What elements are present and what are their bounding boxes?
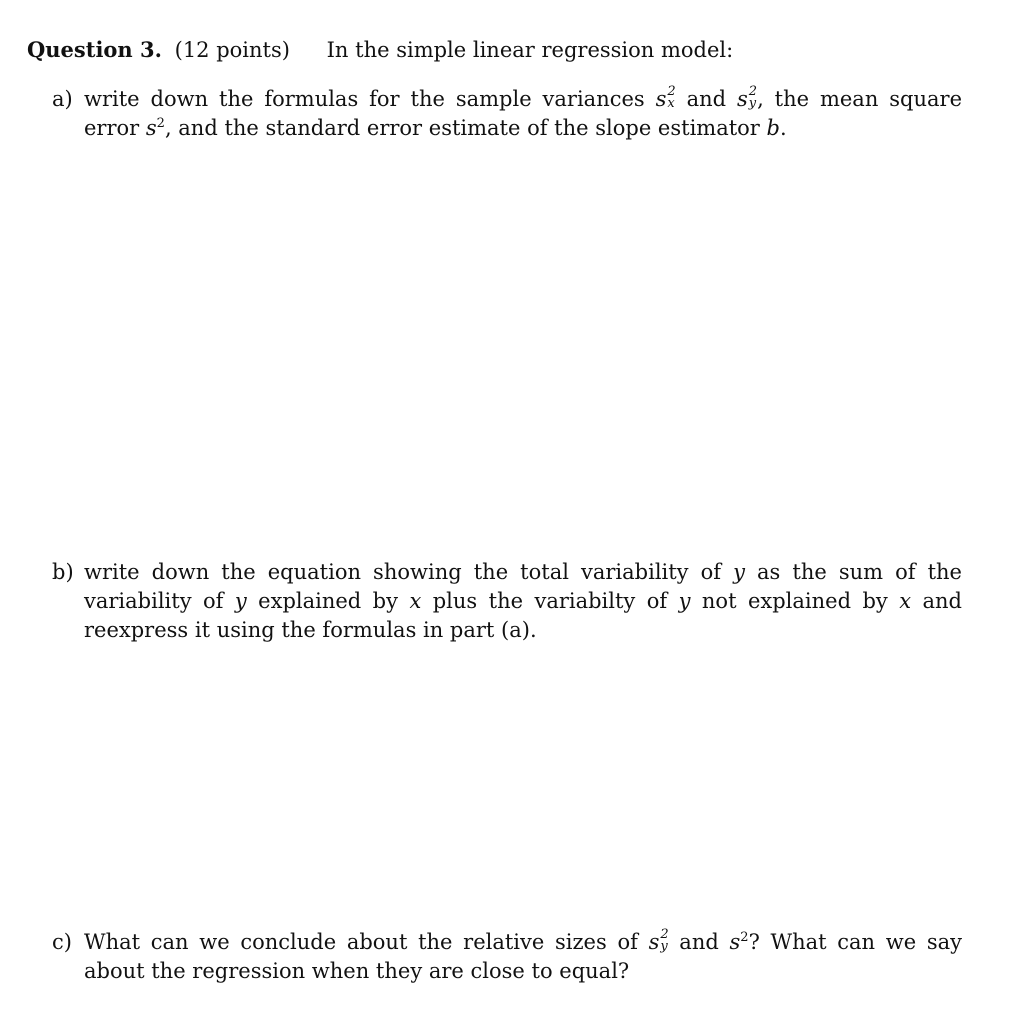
symbol-s-y-sup: 2 [748,83,758,99]
part-a-text-2: and [675,87,737,111]
part-a-label: a) [52,87,73,111]
symbol-s-y-sub: y [748,95,757,111]
symbol-x-2: x [899,589,912,613]
part-a-text-3: , the mean square error [84,87,962,140]
question-header [27,36,733,64]
part-a [52,85,962,143]
part-b-text-5: not explained by [690,589,900,613]
symbol-s-x-base: s [655,87,667,111]
symbol-s-x-scripts [667,83,676,111]
part-c [52,928,962,986]
symbol-s-y-c-scripts [660,926,669,954]
symbol-s-squared [146,116,165,140]
part-b-text-2: as the sum of the variability of [84,560,962,613]
symbol-s-y-scripts [748,83,758,111]
part-b-text-4: plus the variabilty of [421,589,679,613]
symbol-s-squared-c [730,930,749,954]
part-b-text-6: and reexpress it using the formulas in part (a). [84,589,962,642]
part-a-text-1: write down the formulas for the sample variances [84,87,656,111]
part-b-text [84,558,962,645]
symbol-s-y-c-sub: y [660,938,668,954]
part-b-label: b) [52,560,74,584]
part-c-label: c) [52,930,72,954]
symbol-s-y-c [648,926,669,954]
symbol-s-y-c-base: s [648,930,660,954]
part-c-text-3: ? What can we say about the regression when they are close to equal? [84,930,963,983]
part-c-text-2: and [668,930,730,954]
symbol-s-y-c-sup: 2 [660,926,669,942]
part-b-text-1: write down the equation showing the total variability of [84,560,734,584]
part-b [52,558,962,645]
part-c-text [84,928,962,986]
symbol-s-c-base: s [729,930,741,954]
symbol-y-2: y [234,589,247,613]
symbol-s-y-base: s [737,87,748,111]
symbol-s-c-sup: 2 [740,930,749,945]
question-intro: In the simple linear regression model: [326,38,734,62]
symbol-y-3: y [678,589,691,613]
part-a-text-4: , and the standard error estimate of the slope estimator [164,116,767,140]
symbol-x-1: x [409,589,422,613]
symbol-y-1: y [733,560,745,584]
symbol-s-x [655,83,676,111]
question-points: (12 points) [174,38,290,62]
symbol-s-y [737,83,758,111]
symbol-s-base: s [145,116,157,140]
question-title: Question 3. [27,37,162,62]
part-a-text [84,85,962,143]
part-a-text-5: . [779,116,787,140]
symbol-b: b [766,116,780,140]
symbol-s-x-sub: x [667,95,675,111]
part-b-text-3: explained by [246,589,410,613]
symbol-s-x-sup: 2 [667,83,676,99]
symbol-s-sup: 2 [156,116,165,131]
part-c-text-1: What can we conclude about the relative sizes of [84,930,649,954]
